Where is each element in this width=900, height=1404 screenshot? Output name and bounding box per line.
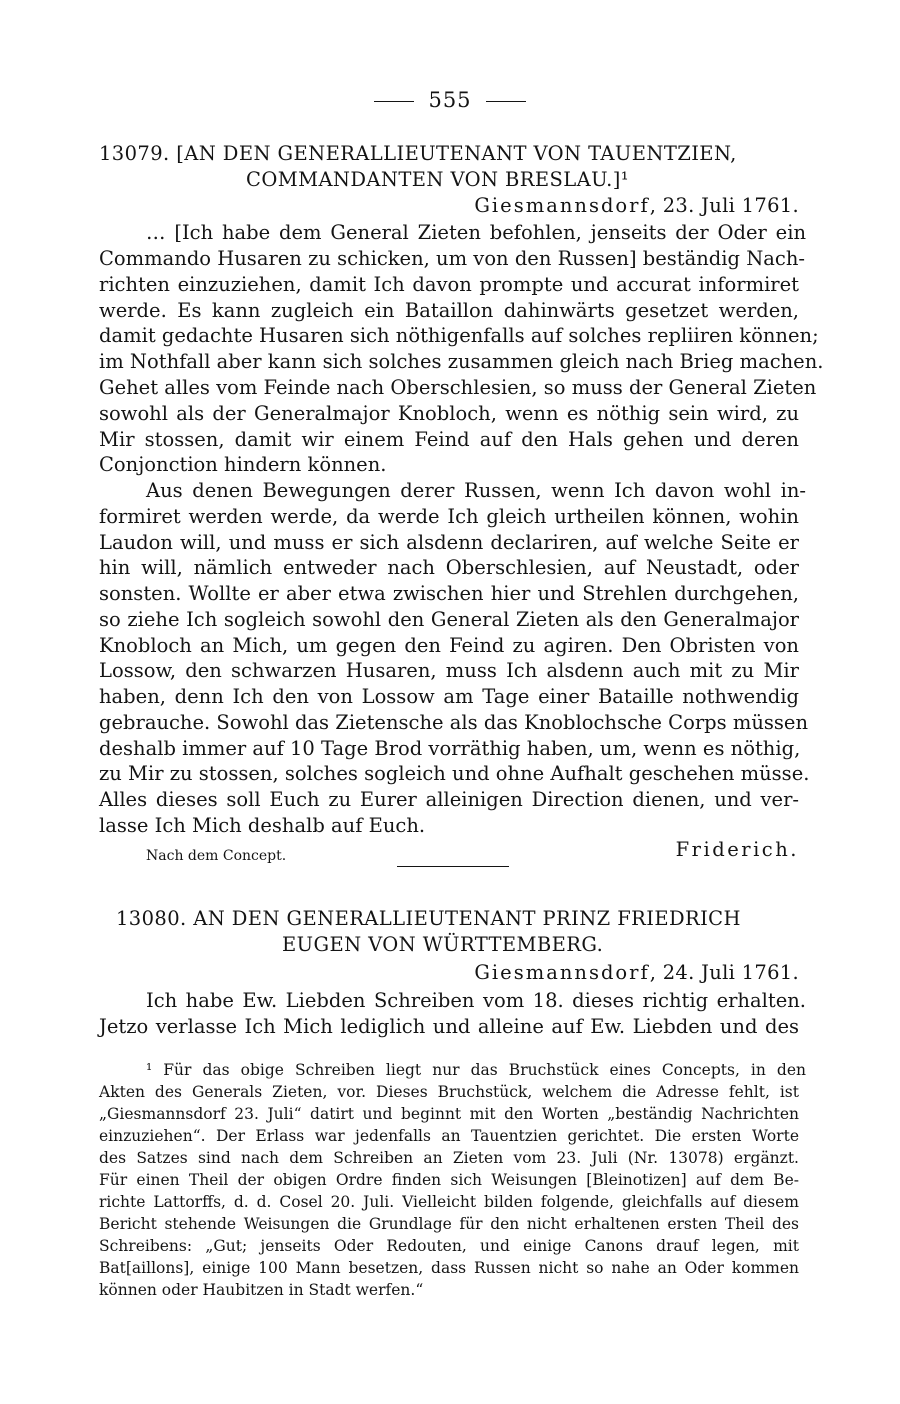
header-rule-left <box>374 101 414 102</box>
letter1-body-line: Mir stossen, damit wir einem Feind auf den Hals gehen und deren <box>99 428 799 451</box>
letter1-body-line: im Nothfall aber kann sich solches zusammen gleich nach Brieg machen. <box>99 350 824 373</box>
letter1-body-line: so ziehe Ich sogleich sowohl den General Zieten als den Generalmajor <box>99 608 799 631</box>
letter1-body-line: Aus denen Bewegungen derer Russen, wenn Ich davon wohl in- <box>146 479 806 502</box>
letter2-body-line: Ich habe Ew. Liebden Schreiben vom 18. dieses richtig erhalten. <box>146 989 806 1012</box>
footnote-line: des Satzes sind nach dem Schreiben an Zieten vom 23. Juli (Nr. 13078) ergänzt. <box>99 1149 799 1167</box>
letter2-place-name: Giesmannsdorf <box>474 961 650 984</box>
footnote-line: können oder Haubitzen in Stadt werfen.“ <box>99 1281 424 1299</box>
letter1-signature: Friderich. <box>675 838 799 861</box>
letter1-heading-line2: COMMANDANTEN VON BRESLAU.]¹ <box>246 168 629 191</box>
letter1-body-line: Gehet alles vom Feinde nach Oberschlesien, so muss der General Zieten <box>99 376 817 399</box>
letter2-heading-line1: 13080. AN DEN GENERALLIEUTENANT PRINZ FRIEDRICH <box>116 907 741 930</box>
letter1-source-note: Nach dem Concept. <box>146 848 287 864</box>
letter2-body-line: Jetzo verlasse Ich Mich lediglich und alleine auf Ew. Liebden und des <box>99 1015 799 1038</box>
letter1-heading-line1: 13079. [AN DEN GENERALLIEUTENANT VON TAUENTZIEN, <box>99 142 737 165</box>
letter2-date: , 24. Juli 1761. <box>649 961 799 984</box>
letter1-body-line: lasse Ich Mich deshalb auf Euch. <box>99 814 426 837</box>
letter1-body-line: formiret werden werde, da werde Ich gleich urtheilen können, wohin <box>99 505 799 528</box>
footnote-line: Schreibens: „Gut; jenseits Oder Redouten, und einige Canons drauf legen, mit <box>99 1237 799 1255</box>
page-header <box>0 88 900 112</box>
letter1-body-line: deshalb immer auf 10 Tage Brod vorräthig haben, um, wenn es nöthig, <box>99 737 801 760</box>
letter2-place-date <box>99 960 799 986</box>
footnote-line: Bericht stehende Weisungen die Grundlage für den nicht erhaltenen ersten Theil des <box>99 1215 799 1233</box>
letter-divider <box>397 866 509 867</box>
letter1-body-line: sowohl als der Generalmajor Knobloch, wenn es nöthig sein wird, zu <box>99 402 799 425</box>
footnote-line: „Giesmannsdorf 23. Juli“ datirt und beginnt mit den Worten „beständig Nachrichten <box>99 1105 799 1123</box>
footnote-line: einzuziehen“. Der Erlass war jedenfalls an Tauentzien gerichtet. Die ersten Worte <box>99 1127 799 1145</box>
letter1-body-line: Knobloch an Mich, um gegen den Feind zu agiren. Den Obristen von <box>99 634 799 657</box>
letter1-body-line: werde. Es kann zugleich ein Bataillon dahinwärts gesetzet werden, <box>99 299 799 322</box>
letter1-body-line: damit gedachte Husaren sich nöthigenfalls auf solches repliiren können; <box>99 324 819 347</box>
letter1-date: , 23. Juli 1761. <box>649 194 799 217</box>
footnote-line: ¹ Für das obige Schreiben liegt nur das Bruchstück eines Concepts, in den <box>146 1061 806 1079</box>
footnote-line: Akten des Generals Zieten, vor. Dieses Bruchstück, welchem die Adresse fehlt, ist <box>99 1083 799 1101</box>
page-number: 555 <box>428 88 472 112</box>
letter1-place-name: Giesmannsdorf <box>474 194 650 217</box>
letter1-body-line: Alles dieses soll Euch zu Eurer alleinigen Direction dienen, und ver- <box>99 788 799 811</box>
footnote-line: Bat[aillons], einige 100 Mann besetzen, dass Russen nicht so nahe an Oder kommen <box>99 1259 799 1277</box>
letter1-body-line: Lossow, den schwarzen Husaren, muss Ich alsdenn auch mit zu Mir <box>99 659 799 682</box>
letter1-body-line: Conjonction hindern können. <box>99 453 387 476</box>
header-rule-right <box>486 101 526 102</box>
letter1-body-line: … [Ich habe dem General Zieten befohlen, jenseits der Oder ein <box>146 221 806 244</box>
letter1-body-line: richten einzuziehen, damit Ich davon prompte und accurat informiret <box>99 273 799 296</box>
letter2-heading-line2: EUGEN VON WÜRTTEMBERG. <box>282 933 604 956</box>
letter1-body-line: hin will, nämlich entweder nach Oberschlesien, auf Neustadt, oder <box>99 556 799 579</box>
letter1-body-line: sonsten. Wollte er aber etwa zwischen hier und Strehlen durchgehen, <box>99 582 799 605</box>
footnote-line: richte Lattorffs, d. d. Cosel 20. Juli. Vielleicht bilden folgende, gleichfalls auf diesem <box>99 1193 799 1211</box>
letter1-body-line: gebrauche. Sowohl das Zietensche als das Knoblochsche Corps müssen <box>99 711 808 734</box>
letter1-body-line: Laudon will, und muss er sich alsdenn declariren, auf welche Seite er <box>99 531 799 554</box>
letter1-body-line: Commando Husaren zu schicken, um von den Russen] beständig Nach- <box>99 247 805 270</box>
letter1-body-line: haben, denn Ich den von Lossow am Tage einer Bataille nothwendig <box>99 685 799 708</box>
letter1-place-date <box>99 193 799 219</box>
footnote-line: Für einen Theil der obigen Ordre finden sich Weisungen [Bleinotizen] auf dem Be- <box>99 1171 799 1189</box>
letter1-body-line: zu Mir zu stossen, solches sogleich und ohne Aufhalt geschehen müsse. <box>99 762 810 785</box>
